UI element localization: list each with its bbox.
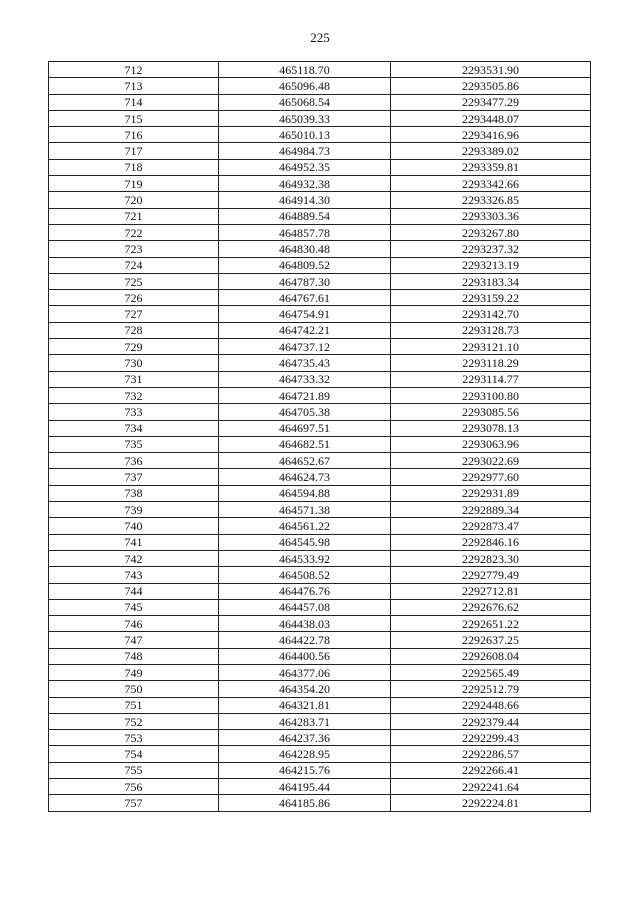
y-coordinate-cell: 2293121.10	[391, 339, 591, 355]
x-coordinate-cell: 465010.13	[219, 127, 391, 143]
table-row	[49, 746, 591, 762]
y-coordinate-cell: 2293022.69	[391, 453, 591, 469]
x-coordinate-cell: 464914.30	[219, 192, 391, 208]
y-coordinate-cell: 2293183.34	[391, 273, 591, 289]
x-coordinate-cell: 464721.89	[219, 387, 391, 403]
y-coordinate-cell: 2293118.29	[391, 355, 591, 371]
table-row	[49, 355, 591, 371]
point-number-cell: 716	[49, 127, 219, 143]
x-coordinate-cell: 465068.54	[219, 94, 391, 110]
point-number-cell: 745	[49, 599, 219, 615]
y-coordinate-cell: 2293416.96	[391, 127, 591, 143]
table-row	[49, 436, 591, 452]
table-row	[49, 534, 591, 550]
point-number-cell: 755	[49, 762, 219, 778]
page-number: 225	[310, 30, 330, 45]
table-row	[49, 192, 591, 208]
table-row	[49, 567, 591, 583]
y-coordinate-cell: 2292873.47	[391, 518, 591, 534]
y-coordinate-cell: 2292712.81	[391, 583, 591, 599]
table-row	[49, 241, 591, 257]
y-coordinate-cell: 2293114.77	[391, 371, 591, 387]
x-coordinate-cell: 464508.52	[219, 567, 391, 583]
table-row	[49, 257, 591, 273]
table-row	[49, 224, 591, 240]
y-coordinate-cell: 2293237.32	[391, 241, 591, 257]
y-coordinate-cell: 2292779.49	[391, 567, 591, 583]
table-row	[49, 127, 591, 143]
y-coordinate-cell: 2292448.66	[391, 697, 591, 713]
x-coordinate-cell: 464767.61	[219, 290, 391, 306]
y-coordinate-cell: 2292266.41	[391, 762, 591, 778]
y-coordinate-cell: 2292651.22	[391, 616, 591, 632]
y-coordinate-cell: 2292379.44	[391, 713, 591, 729]
table-row	[49, 306, 591, 322]
y-coordinate-cell: 2293159.22	[391, 290, 591, 306]
x-coordinate-cell: 464624.73	[219, 469, 391, 485]
table-row	[49, 730, 591, 746]
point-number-cell: 748	[49, 648, 219, 664]
point-number-cell: 724	[49, 257, 219, 273]
x-coordinate-cell: 464742.21	[219, 322, 391, 338]
x-coordinate-cell: 464682.51	[219, 436, 391, 452]
x-coordinate-cell: 464754.91	[219, 306, 391, 322]
x-coordinate-cell: 464457.08	[219, 599, 391, 615]
table-row	[49, 62, 591, 78]
y-coordinate-cell: 2292608.04	[391, 648, 591, 664]
table-row	[49, 583, 591, 599]
x-coordinate-cell: 464735.43	[219, 355, 391, 371]
point-number-cell: 737	[49, 469, 219, 485]
point-number-cell: 725	[49, 273, 219, 289]
table-row	[49, 681, 591, 697]
point-number-cell: 713	[49, 78, 219, 94]
y-coordinate-cell: 2293085.56	[391, 404, 591, 420]
y-coordinate-cell: 2293303.36	[391, 208, 591, 224]
x-coordinate-cell: 464228.95	[219, 746, 391, 762]
y-coordinate-cell: 2293142.70	[391, 306, 591, 322]
point-number-cell: 733	[49, 404, 219, 420]
table-row	[49, 176, 591, 192]
point-number-cell: 742	[49, 550, 219, 566]
y-coordinate-cell: 2292637.25	[391, 632, 591, 648]
x-coordinate-cell: 464283.71	[219, 713, 391, 729]
point-number-cell: 734	[49, 420, 219, 436]
y-coordinate-cell: 2292823.30	[391, 550, 591, 566]
point-number-cell: 721	[49, 208, 219, 224]
table-row	[49, 664, 591, 680]
table-row	[49, 518, 591, 534]
point-number-cell: 739	[49, 502, 219, 518]
y-coordinate-cell: 2293389.02	[391, 143, 591, 159]
coordinates-table	[48, 61, 591, 812]
x-coordinate-cell: 464215.76	[219, 762, 391, 778]
x-coordinate-cell: 465118.70	[219, 62, 391, 78]
y-coordinate-cell: 2292977.60	[391, 469, 591, 485]
x-coordinate-cell: 464889.54	[219, 208, 391, 224]
point-number-cell: 712	[49, 62, 219, 78]
y-coordinate-cell: 2292299.43	[391, 730, 591, 746]
y-coordinate-cell: 2293448.07	[391, 110, 591, 126]
table-row	[49, 387, 591, 403]
point-number-cell: 726	[49, 290, 219, 306]
x-coordinate-cell: 464476.76	[219, 583, 391, 599]
table-row	[49, 697, 591, 713]
point-number-cell: 722	[49, 224, 219, 240]
point-number-cell: 723	[49, 241, 219, 257]
y-coordinate-cell: 2292676.62	[391, 599, 591, 615]
point-number-cell: 740	[49, 518, 219, 534]
point-number-cell: 735	[49, 436, 219, 452]
point-number-cell: 718	[49, 159, 219, 175]
x-coordinate-cell: 465039.33	[219, 110, 391, 126]
table-row	[49, 208, 591, 224]
table-row	[49, 78, 591, 94]
y-coordinate-cell: 2292889.34	[391, 502, 591, 518]
x-coordinate-cell: 464857.78	[219, 224, 391, 240]
table-row	[49, 339, 591, 355]
x-coordinate-cell: 464545.98	[219, 534, 391, 550]
table-row	[49, 550, 591, 566]
point-number-cell: 744	[49, 583, 219, 599]
table-row	[49, 485, 591, 501]
x-coordinate-cell: 465096.48	[219, 78, 391, 94]
point-number-cell: 732	[49, 387, 219, 403]
x-coordinate-cell: 464787.30	[219, 273, 391, 289]
point-number-cell: 715	[49, 110, 219, 126]
x-coordinate-cell: 464697.51	[219, 420, 391, 436]
y-coordinate-cell: 2293128.73	[391, 322, 591, 338]
point-number-cell: 743	[49, 567, 219, 583]
x-coordinate-cell: 464422.78	[219, 632, 391, 648]
y-coordinate-cell: 2293342.66	[391, 176, 591, 192]
point-number-cell: 720	[49, 192, 219, 208]
table-row	[49, 404, 591, 420]
point-number-cell: 757	[49, 795, 219, 811]
table-row	[49, 322, 591, 338]
point-number-cell: 746	[49, 616, 219, 632]
y-coordinate-cell: 2293267.80	[391, 224, 591, 240]
point-number-cell: 731	[49, 371, 219, 387]
table-row	[49, 469, 591, 485]
x-coordinate-cell: 464400.56	[219, 648, 391, 664]
table-row	[49, 94, 591, 110]
x-coordinate-cell: 464571.38	[219, 502, 391, 518]
y-coordinate-cell: 2292931.89	[391, 485, 591, 501]
x-coordinate-cell: 464984.73	[219, 143, 391, 159]
x-coordinate-cell: 464705.38	[219, 404, 391, 420]
point-number-cell: 756	[49, 779, 219, 795]
x-coordinate-cell: 464237.36	[219, 730, 391, 746]
x-coordinate-cell: 464377.06	[219, 664, 391, 680]
y-coordinate-cell: 2293531.90	[391, 62, 591, 78]
table-row	[49, 779, 591, 795]
table-row	[49, 273, 591, 289]
point-number-cell: 719	[49, 176, 219, 192]
x-coordinate-cell: 464809.52	[219, 257, 391, 273]
x-coordinate-cell: 464952.35	[219, 159, 391, 175]
table-row	[49, 290, 591, 306]
y-coordinate-cell: 2293359.81	[391, 159, 591, 175]
table-row	[49, 143, 591, 159]
table-row	[49, 502, 591, 518]
y-coordinate-cell: 2293213.19	[391, 257, 591, 273]
x-coordinate-cell: 464932.38	[219, 176, 391, 192]
y-coordinate-cell: 2292241.64	[391, 779, 591, 795]
table-row	[49, 453, 591, 469]
x-coordinate-cell: 464354.20	[219, 681, 391, 697]
point-number-cell: 729	[49, 339, 219, 355]
y-coordinate-cell: 2293078.13	[391, 420, 591, 436]
y-coordinate-cell: 2293505.86	[391, 78, 591, 94]
table-row	[49, 110, 591, 126]
x-coordinate-cell: 464321.81	[219, 697, 391, 713]
x-coordinate-cell: 464737.12	[219, 339, 391, 355]
table-row	[49, 420, 591, 436]
table-row	[49, 371, 591, 387]
x-coordinate-cell: 464438.03	[219, 616, 391, 632]
y-coordinate-cell: 2293326.85	[391, 192, 591, 208]
y-coordinate-cell: 2292846.16	[391, 534, 591, 550]
point-number-cell: 717	[49, 143, 219, 159]
point-number-cell: 736	[49, 453, 219, 469]
x-coordinate-cell: 464652.67	[219, 453, 391, 469]
table-row	[49, 795, 591, 811]
point-number-cell: 752	[49, 713, 219, 729]
point-number-cell: 738	[49, 485, 219, 501]
y-coordinate-cell: 2292286.57	[391, 746, 591, 762]
point-number-cell: 728	[49, 322, 219, 338]
point-number-cell: 730	[49, 355, 219, 371]
point-number-cell: 727	[49, 306, 219, 322]
table-row	[49, 599, 591, 615]
y-coordinate-cell: 2293477.29	[391, 94, 591, 110]
table-row	[49, 648, 591, 664]
point-number-cell: 754	[49, 746, 219, 762]
point-number-cell: 749	[49, 664, 219, 680]
coordinates-table-body	[49, 62, 591, 812]
point-number-cell: 714	[49, 94, 219, 110]
point-number-cell: 753	[49, 730, 219, 746]
y-coordinate-cell: 2292565.49	[391, 664, 591, 680]
table-row	[49, 616, 591, 632]
x-coordinate-cell: 464561.22	[219, 518, 391, 534]
point-number-cell: 747	[49, 632, 219, 648]
y-coordinate-cell: 2293063.96	[391, 436, 591, 452]
table-row	[49, 762, 591, 778]
y-coordinate-cell: 2293100.80	[391, 387, 591, 403]
point-number-cell: 750	[49, 681, 219, 697]
point-number-cell: 751	[49, 697, 219, 713]
x-coordinate-cell: 464733.32	[219, 371, 391, 387]
y-coordinate-cell: 2292512.79	[391, 681, 591, 697]
x-coordinate-cell: 464830.48	[219, 241, 391, 257]
x-coordinate-cell: 464533.92	[219, 550, 391, 566]
table-row	[49, 159, 591, 175]
table-row	[49, 632, 591, 648]
x-coordinate-cell: 464185.86	[219, 795, 391, 811]
x-coordinate-cell: 464594.88	[219, 485, 391, 501]
y-coordinate-cell: 2292224.81	[391, 795, 591, 811]
x-coordinate-cell: 464195.44	[219, 779, 391, 795]
point-number-cell: 741	[49, 534, 219, 550]
table-row	[49, 713, 591, 729]
